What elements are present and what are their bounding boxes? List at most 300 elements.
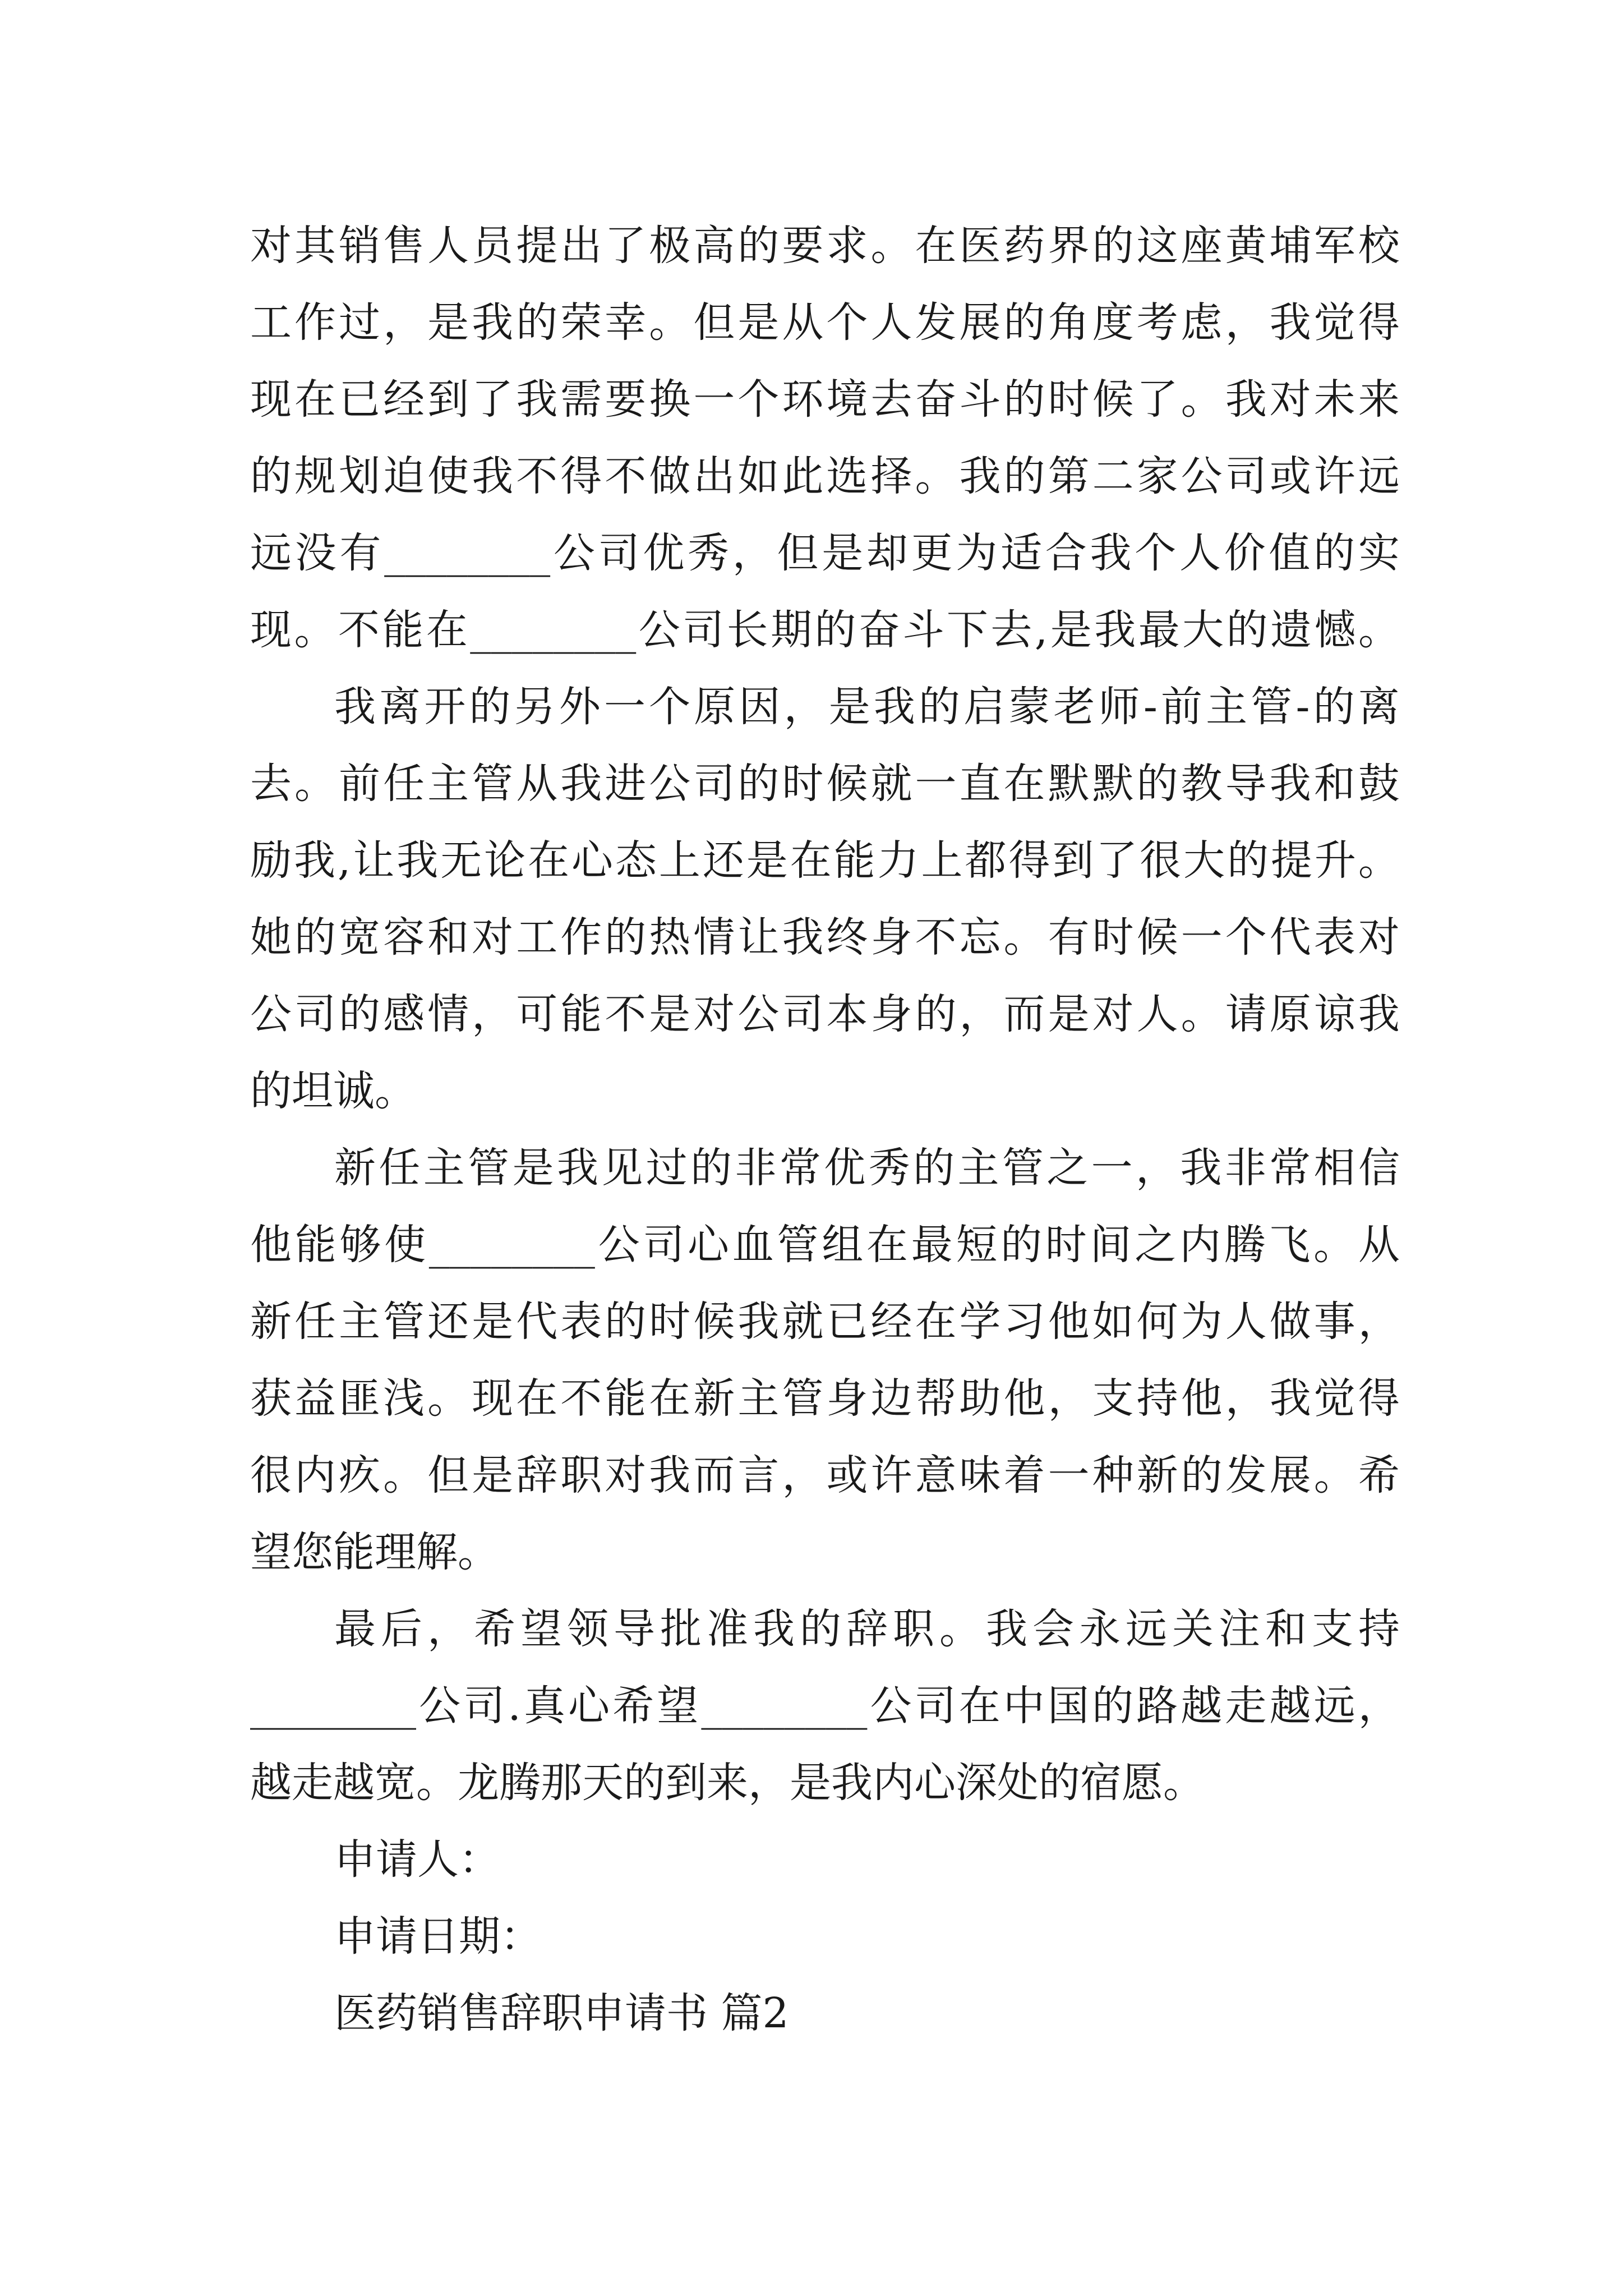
char: 准 [707,1605,748,1653]
char: 和 [1313,760,1355,808]
char: 在 [958,1682,1000,1730]
char: 默 [1048,760,1090,808]
char: 从 [516,760,558,808]
char: 候 [1092,375,1134,424]
char: 在 [426,606,468,654]
char: 他 [250,1221,292,1269]
char: 候 [826,760,868,808]
text-line: 的坦诚。 [250,1067,416,1115]
char: 个 [649,683,691,731]
char: 公 [553,529,595,577]
char: 。 [870,222,912,270]
char: 主 [737,1374,780,1423]
char: 的 [800,1605,841,1653]
char: 了 [472,375,514,424]
char: 望 [657,1682,699,1730]
char: 埔 [1269,222,1311,270]
char: 在 [1003,760,1045,808]
char: 司 [693,760,735,808]
char: 我 [396,836,439,885]
char: 我 [1269,760,1311,808]
char: 内 [294,1451,336,1499]
char: ， [1048,1374,1090,1423]
char: 使 [427,452,469,500]
char: 能 [560,990,602,1038]
char: 我 [1090,529,1132,577]
char: 公 [419,1682,461,1730]
char: 了 [1096,836,1138,885]
blank-field: ________ [428,1221,595,1269]
char: 。 [427,1374,469,1423]
char: 越 [1181,1682,1223,1730]
text-line [250,976,1400,1053]
char: 导 [614,1605,655,1653]
char: 公 [870,1682,912,1730]
char: 的 [919,683,961,731]
char: 是 [746,836,788,885]
char: 见 [601,1144,643,1192]
char: 公 [649,760,691,808]
char: 奋 [858,606,900,654]
char: 规 [294,452,336,500]
char: 远 [1358,452,1400,500]
char: 我 [873,683,915,731]
char: 我 [737,1297,780,1346]
char: 到 [427,375,469,424]
char: 让 [353,836,395,885]
char: 界 [1048,222,1090,270]
char: 我 [1094,606,1136,654]
char: 意 [915,1451,957,1499]
char: 的 [1092,222,1134,270]
blank-field: ________ [701,1682,868,1730]
char: 何 [1136,1297,1178,1346]
char: 永 [1079,1605,1121,1653]
char: 感 [383,990,425,1038]
char: 的 [1003,298,1045,347]
char: 适 [1000,529,1043,577]
char: 为 [956,529,998,577]
char: 工 [250,298,292,347]
char: 对 [1269,375,1311,424]
char: 路 [1136,1682,1178,1730]
char: 内 [1179,1221,1221,1269]
text-line: 望您能理解。 [250,1528,499,1576]
char: 需 [560,375,602,424]
char: 在 [294,375,336,424]
char: 奋 [915,375,957,424]
char: 了 [1136,375,1178,424]
char: 或 [826,1451,868,1499]
char: 进 [605,760,647,808]
char: 就 [782,1297,824,1346]
char: 批 [660,1605,702,1653]
char: 管 [777,1221,819,1269]
char: ， [1358,1682,1400,1730]
char: 热 [649,913,691,961]
char: 我 [1358,990,1400,1038]
char: 。 [915,452,957,500]
char: 身 [870,913,912,961]
char: 不 [560,1374,602,1423]
char: 在 [649,1374,691,1423]
char: 我 [649,1451,691,1499]
char: 优 [643,529,685,577]
text-line [250,1437,1400,1514]
char: 极 [649,222,691,270]
char: 新 [693,1374,735,1423]
char: 人 [870,298,912,347]
char: 斗 [959,375,1001,424]
char: 能 [382,606,424,654]
char: 希 [474,1605,515,1653]
char: 期 [771,606,813,654]
char: , [337,836,351,885]
char: 希 [1358,1451,1400,1499]
char: 的 [294,913,336,961]
char: 学 [959,1297,1001,1346]
char: 我 [1269,298,1311,347]
char: 注 [1219,1605,1260,1653]
char: 获 [250,1374,292,1423]
char: 境 [826,375,868,424]
char: 候 [1136,913,1178,961]
paragraph-3 [250,1130,1400,1591]
char: 在 [528,836,570,885]
char: 医 [959,222,1001,270]
char: 现 [472,1374,514,1423]
char: 和 [427,913,469,961]
char: 主 [339,1297,381,1346]
char: 对 [472,913,514,961]
char: 我 [556,1144,598,1192]
char: 持 [1136,1374,1178,1423]
char: 情 [427,990,469,1038]
char: 度 [1092,298,1134,347]
char: , [1034,606,1048,654]
char: 时 [1092,913,1134,961]
char: 的 [339,990,381,1038]
char: 来 [1358,375,1400,424]
char: . [508,1682,521,1730]
blank-field: ________ [384,529,551,577]
char: 展 [1269,1451,1311,1499]
char: 。 [939,1605,981,1653]
char: 外 [559,683,601,731]
char: 希 [612,1682,654,1730]
char: 表 [1313,913,1355,961]
char: 辞 [516,1451,558,1499]
char: ， [472,990,514,1038]
char: ， [1225,298,1267,347]
char: 我 [334,683,376,731]
char: 去 [990,606,1032,654]
char: 我 [1225,375,1267,424]
char: 要 [605,375,647,424]
char: 的 [250,452,292,500]
char: 直 [959,760,1001,808]
char: 员 [472,222,514,270]
char: 药 [1003,222,1045,270]
char: 现 [250,375,292,424]
char: 考 [1136,298,1178,347]
char: 迫 [383,452,425,500]
char: 公 [250,990,292,1038]
char: 浅 [383,1374,425,1423]
char: 情 [693,913,735,961]
char: 管 [1251,683,1293,731]
date-label: 申请日期： [334,1912,542,1961]
char: 上 [921,836,963,885]
char: 谅 [1313,990,1355,1038]
char: ， [732,529,774,577]
char: 他 [1003,1374,1045,1423]
text-line [250,1130,1400,1207]
char: 出 [693,452,735,500]
char: 的 [605,913,647,961]
char: 发 [1225,1451,1267,1499]
char: 我 [1180,1144,1222,1192]
char: 身 [870,990,912,1038]
char: 第 [1048,452,1090,500]
char: ， [383,298,425,347]
char: 环 [782,375,824,424]
char: 换 [649,375,691,424]
text-line [250,361,1400,438]
char: 未 [1313,375,1355,424]
char: 的 [737,222,780,270]
char: 人 [1225,1297,1267,1346]
char: 家 [1136,452,1178,500]
char: 的 [1313,683,1355,731]
char: 主 [423,1144,465,1192]
char: 不 [605,452,647,500]
char: 司 [463,1682,505,1730]
char: 真 [523,1682,565,1730]
char: 容 [383,913,425,961]
char: 出 [560,222,602,270]
char: 新 [250,1297,292,1346]
blank-field: ________ [250,1682,416,1730]
char: 个 [737,375,780,424]
char: 做 [1269,1297,1311,1346]
text-line [250,1591,1400,1668]
char: 对 [1358,913,1400,961]
char: 升 [1314,836,1356,885]
char: 优 [824,1144,866,1192]
char: 。 [1358,606,1400,654]
char: 却 [866,529,908,577]
char: 启 [963,683,1006,731]
char: 。 [1313,1451,1355,1499]
char: 价 [1224,529,1266,577]
paragraph-4 [250,1591,1400,1821]
paragraph-1 [250,208,1400,669]
text-line [250,1283,1400,1360]
char: 过 [645,1144,688,1192]
char: 宽 [339,913,381,961]
char: 但 [693,298,735,347]
char: 管 [1002,1144,1044,1192]
char: 要 [782,222,824,270]
char: 个 [1135,529,1177,577]
char: 的 [1003,375,1045,424]
char: 现 [250,606,292,654]
char: 是 [1050,606,1092,654]
char: 国 [1047,1682,1089,1730]
char: 能 [294,1221,336,1269]
char: 到 [1052,836,1094,885]
char: 的 [469,683,511,731]
char: 他 [1048,1297,1090,1346]
char: 无 [440,836,482,885]
text-line [250,1207,1400,1283]
char: 本 [826,990,868,1038]
char: 飞 [1269,1221,1311,1269]
char: 是 [472,1451,514,1499]
text-line [250,746,1400,822]
text-line [250,438,1400,515]
char: ， [1225,1374,1267,1423]
char: 更 [911,529,953,577]
char: 的 [737,760,780,808]
char: 司 [683,606,725,654]
char: 我 [959,452,1001,500]
char: 组 [822,1221,864,1269]
char: 另 [514,683,556,731]
char: 的 [1000,1221,1043,1269]
char: 如 [737,452,780,500]
char: 之 [1046,1144,1089,1192]
char: 不 [516,452,558,500]
char: 求 [826,222,868,270]
char: 的 [1181,1451,1223,1499]
char: 。 [1313,1221,1355,1269]
char: 对 [250,222,292,270]
char: 而 [1003,990,1045,1038]
char: 越 [1269,1682,1311,1730]
char: 已 [826,1297,868,1346]
char: 对 [1092,990,1134,1038]
char: 从 [1358,1221,1400,1269]
char: 。 [294,606,336,654]
char: 售 [383,222,425,270]
char: 非 [735,1144,777,1192]
char: 的 [915,990,957,1038]
char: 会 [1032,1605,1074,1653]
text-line [250,1360,1400,1437]
char: ， [1358,1297,1400,1346]
char: 没 [294,529,336,577]
char: 离 [1358,683,1400,731]
char: 忘 [959,913,1001,961]
char: 是 [828,683,870,731]
char: 任 [383,760,425,808]
char: 边 [870,1374,912,1423]
char: 着 [1003,1451,1045,1499]
char: 已 [339,375,381,424]
char: 心 [688,1221,730,1269]
char: 心 [571,836,614,885]
char: 够 [339,1221,381,1269]
char: 习 [1003,1297,1045,1346]
char: 公 [737,990,780,1038]
char: 信 [1358,1144,1400,1192]
char: 划 [339,452,381,500]
text-line [250,899,1400,976]
char: 对 [605,1451,647,1499]
char: 斗 [902,606,944,654]
char: 让 [737,913,780,961]
char: 在 [915,1297,957,1346]
char: 有 [1048,913,1090,961]
text-line [250,284,1400,361]
char: 原 [694,683,736,731]
char: 。 [1181,990,1223,1038]
char: 人 [427,222,469,270]
applicant-label: 申请人： [334,1835,500,1884]
char: 终 [826,913,868,961]
char: 幸 [605,298,647,347]
char: 不 [605,990,647,1038]
char: 的 [814,606,856,654]
char: 前 [1160,683,1202,731]
char: 在 [866,1221,908,1269]
char: 经 [383,375,425,424]
char: 鼓 [1358,760,1400,808]
char: 我 [782,913,824,961]
char: 主 [1206,683,1248,731]
char: 。 [1358,836,1400,885]
char: 的 [1092,1682,1134,1730]
char: 益 [294,1374,336,1423]
char: 默 [1092,760,1134,808]
char: 候 [693,1297,735,1346]
char: 。 [1181,375,1223,424]
char: 人 [1179,529,1221,577]
char: 觉 [1313,1374,1355,1423]
char: 最 [911,1221,953,1269]
char: 不 [915,913,957,961]
char: 持 [1358,1605,1400,1653]
char: ， [782,1451,824,1499]
char: 其 [294,222,336,270]
char: 导 [1225,760,1267,808]
char: 经 [870,1297,912,1346]
char: 管 [383,1297,425,1346]
char: ， [427,1605,469,1653]
char: 蒙 [1008,683,1050,731]
char: 憾 [1314,606,1356,654]
char: 非 [1224,1144,1266,1192]
char: 司 [1225,452,1267,500]
char: 在 [790,836,832,885]
char: 很 [250,1451,292,1499]
char: 使 [384,1221,426,1269]
char: 作 [560,913,602,961]
char: 秀 [868,1144,910,1192]
char: 望 [520,1605,562,1653]
char: 。 [1003,913,1045,961]
char: 代 [1269,913,1311,961]
char: 的 [605,1297,647,1346]
char: 在 [516,1374,558,1423]
char: 许 [870,1451,912,1499]
char: 我 [1269,1374,1311,1423]
char: 力 [877,836,919,885]
char: 得 [560,452,602,500]
char: 了 [605,222,647,270]
